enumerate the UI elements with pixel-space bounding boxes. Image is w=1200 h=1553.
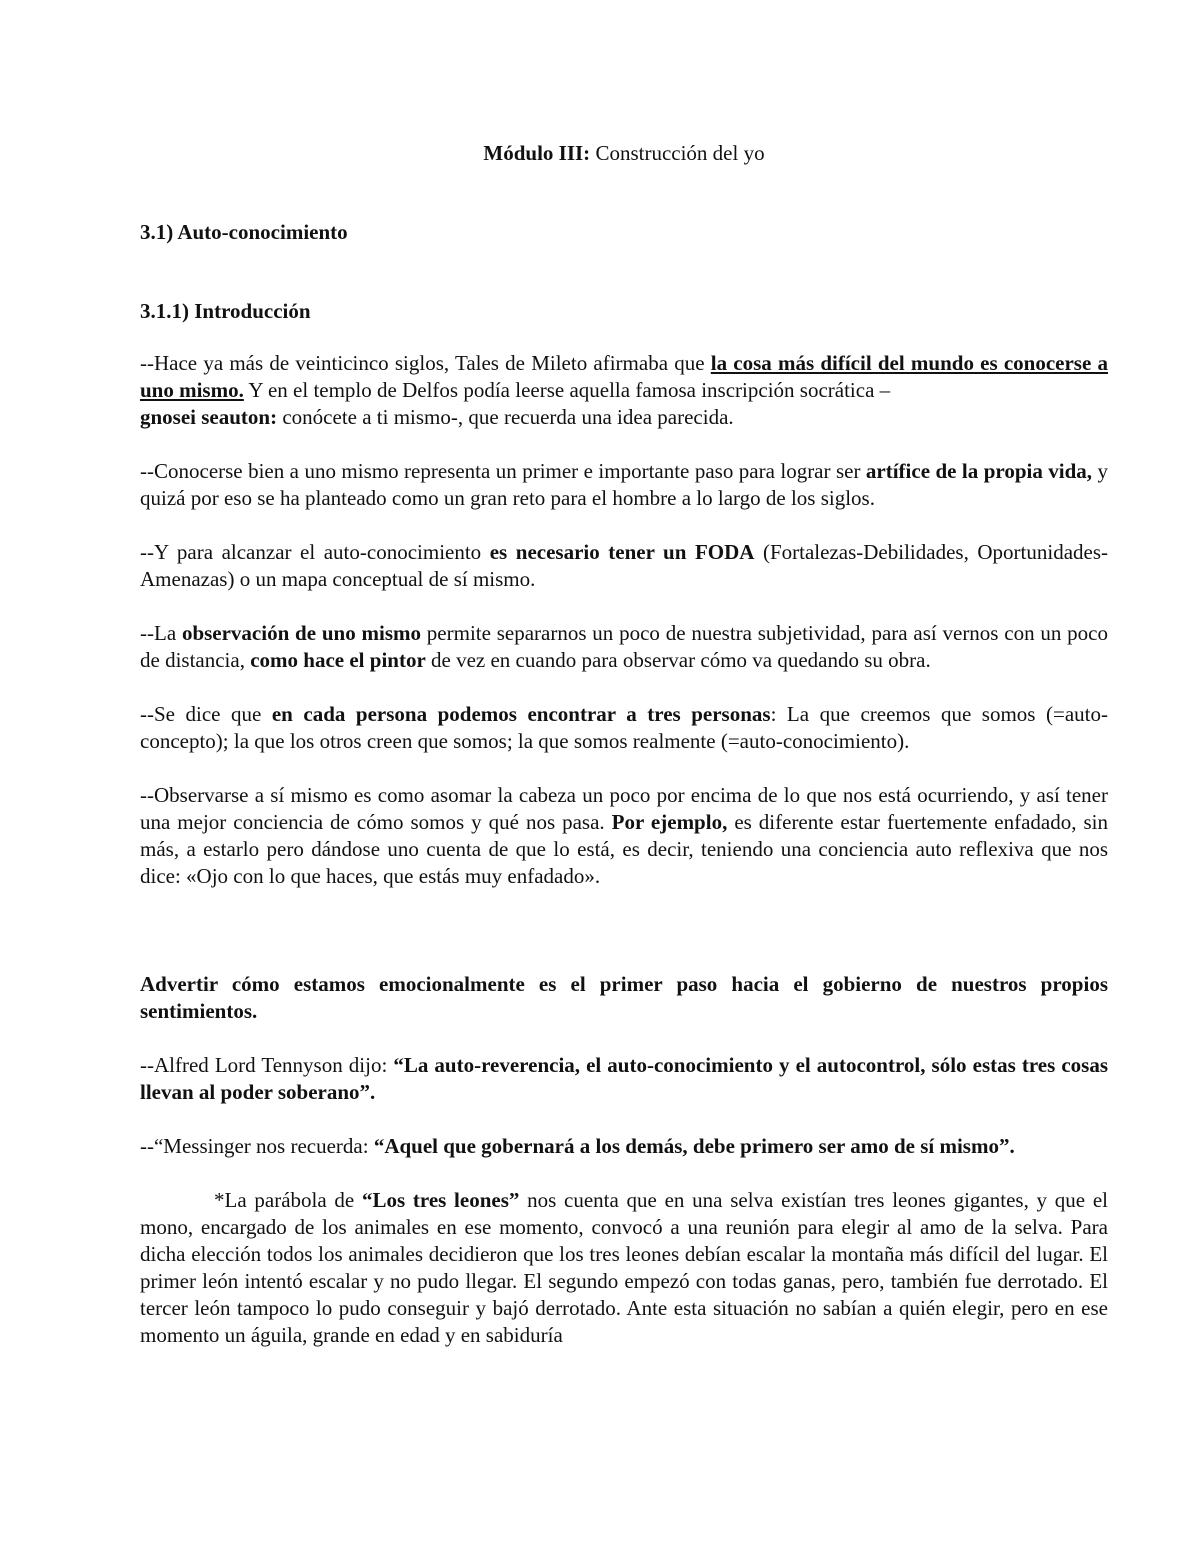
paragraph-conocerse: [140, 458, 1108, 512]
text-run: conócete a ti mismo-, que recuerda una idea parecida.: [277, 405, 734, 429]
text-run: --Hace ya más de veinticinco siglos, Tales de Mileto afirmaba que: [140, 351, 711, 375]
text-run: : La que creemos que somos (=auto-concepto); la que los otros creen que somos; la que somos realmente (=auto-conocimiento).: [140, 702, 1108, 753]
text-run: --Y para alcanzar el auto-conocimiento: [140, 540, 490, 564]
paragraph-tres-personas: [140, 701, 1108, 755]
bold-phrase: como hace el pintor: [250, 648, 426, 672]
paragraph-tales: [140, 350, 1108, 431]
document-page: [140, 140, 1108, 1376]
page-title: [140, 140, 1108, 167]
paragraph-observarse: [140, 782, 1108, 890]
bold-quote: “La auto-reverencia, el auto-conocimiento y el autocontrol, sólo estas tres cosas llevan al poder soberano”.: [140, 1053, 1108, 1104]
section-heading: 3.1) Auto-conocimiento: [140, 220, 348, 244]
underlined-phrase: la cosa más difícil del mundo es conocerse a uno mismo.: [140, 351, 1108, 402]
text-run: es diferente estar fuertemente enfadado, sin más, a estarlo pero dándose uno cuenta de que lo está, es decir, teniendo una conciencia auto reflexiva que nos dice: «Ojo con lo que haces, que estás muy enfadado».: [140, 810, 1108, 888]
paragraph-parabola: [140, 1187, 1108, 1349]
bold-phrase: es necesario tener un FODA: [489, 540, 755, 564]
bold-phrase: gnosei seauton:: [140, 405, 278, 429]
paragraph-advertir: Advertir cómo estamos emocionalmente es el primer paso hacia el gobierno de nuestros propios sentimientos.: [140, 972, 1108, 1023]
text-run: (Fortalezas-Debilidades, Oportunidades-Amenazas) o un mapa conceptual de sí mismo.: [140, 540, 1108, 591]
paragraph-foda: [140, 539, 1108, 593]
text-run: *La parábola de: [214, 1188, 362, 1212]
text-run: y quizá por eso se ha planteado como un gran reto para el hombre a lo largo de los siglos.: [140, 459, 1108, 510]
text-run: permite separarnos un poco de nuestra subjetividad, para así vernos con un poco de distancia,: [140, 621, 1108, 672]
bold-phrase: en cada persona podemos encontrar a tres personas: [271, 702, 771, 726]
paragraph-messinger: [140, 1133, 1108, 1160]
title-text: Construcción del yo: [590, 141, 765, 165]
text-run: nos cuenta que en una selva existían tres leones gigantes, y que el mono, encargado de los animales en ese momento, convocó a una reunión para elegir al amo de la selva. Para dicha elección todos los animales decidieron que los tres leones debían escalar la montaña más difícil del lugar. El primer león intentó escalar y no pudo llegar. El segundo empezó con todas ganas, pero, también fue derrotado. El tercer león tampoco lo pudo conseguir y bajó derrotado. Ante esta situación no sabían a quién elegir, pero en ese momento un águila, grande en edad y en sabiduría: [140, 1188, 1108, 1347]
paragraph-observacion: [140, 620, 1108, 674]
text-run: --Observarse a sí mismo es como asomar la cabeza un poco por encima de lo que nos está ocurriendo, y así tener una mejor conciencia de cómo somos y qué nos pasa.: [140, 783, 1108, 834]
text-run: de vez en cuando para observar cómo va quedando su obra.: [425, 648, 931, 672]
text-run: --“Messinger nos recuerda:: [140, 1134, 374, 1158]
spacer: [140, 917, 1108, 971]
text-run: --Alfred Lord Tennyson dijo:: [140, 1053, 394, 1077]
bold-phrase: observación de uno mismo: [181, 621, 421, 645]
text-run: --La: [140, 621, 182, 645]
text-run: --Conocerse bien a uno mismo representa un primer e importante paso para lograr ser: [140, 459, 866, 483]
bold-phrase: Por ejemplo,: [611, 810, 728, 834]
text-run: --Se dice que: [140, 702, 272, 726]
bold-quote: “Aquel que gobernará a los demás, debe primero ser amo de sí mismo”.: [373, 1134, 1015, 1158]
bold-phrase: “Los tres leones”: [361, 1188, 520, 1212]
bold-phrase: artífice de la propia vida,: [865, 459, 1093, 483]
text-run: Y en el templo de Delfos podía leerse aquella famosa inscripción socrática –: [243, 378, 891, 402]
subsection-heading: 3.1.1) Introducción: [140, 299, 311, 323]
paragraph-tennyson: [140, 1052, 1108, 1106]
title-label: Módulo III:: [483, 141, 591, 165]
